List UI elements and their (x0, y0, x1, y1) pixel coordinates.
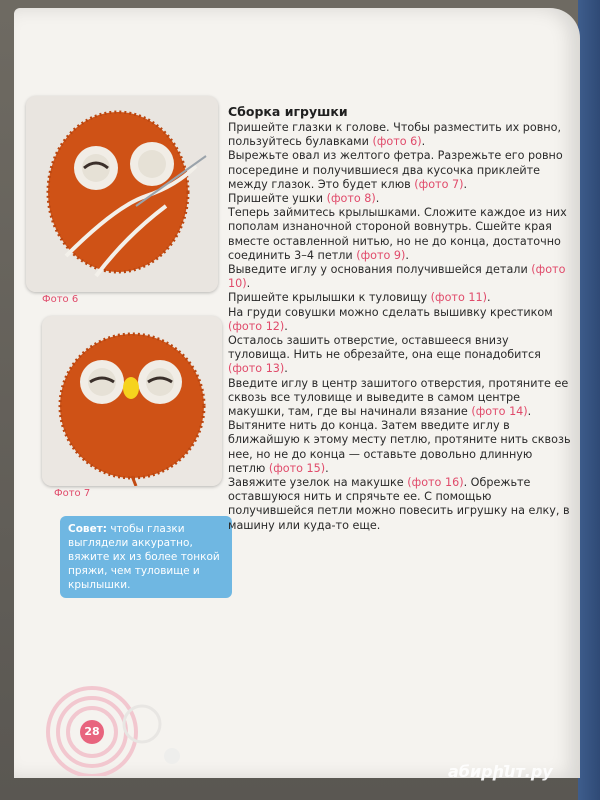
paragraph-tail: . (284, 319, 288, 333)
paragraph-text: На груди совушки можно сделать вышивку крестиком (228, 305, 553, 319)
paragraph-text: Вытяните нить до конца. Затем введите иглу в ближайшую к этому месту петлю, протяните нить сквозь нее, но не до конца — оставьте довольно длинную петлю (228, 419, 571, 475)
owl-eye-sewing-image (26, 96, 218, 292)
photo-reference: (фото 11) (430, 291, 487, 305)
tip-text: чтобы глазки выглядели аккуратно, вяжите их из более тонкой пряжи, чем туловище и крылышки. (68, 523, 220, 591)
paragraph-tail: . (527, 405, 532, 419)
instruction-paragraph (228, 377, 572, 420)
photo-reference: (фото 6) (372, 135, 422, 149)
photo-7 (42, 316, 222, 486)
instruction-paragraph (228, 121, 572, 149)
paragraph-tail: . (284, 362, 288, 376)
paragraph-list (228, 121, 572, 533)
instruction-paragraph (228, 149, 572, 192)
watermark: абирինт.ру (448, 762, 553, 781)
book-page (14, 8, 580, 778)
instruction-paragraph (228, 334, 572, 377)
owl-with-beak-image (42, 316, 222, 486)
section-heading: Сборка игрушки (228, 104, 348, 119)
photo-reference: (фото 13) (228, 362, 285, 376)
photo-reference: (фото 7) (414, 177, 464, 191)
tip-box (60, 516, 232, 598)
book-edge (578, 0, 600, 800)
paragraph-tail: . (421, 135, 426, 149)
photo-reference: (фото 16) (407, 476, 464, 490)
page-number: 28 (80, 720, 104, 744)
instruction-paragraph (228, 476, 572, 533)
paragraph-text: Вырежьте овал из желтого фетра. Разрежьте его ровно посередине и получившиеся два кусочка приклейте между глазок. Это будет клюв (228, 149, 563, 191)
instruction-paragraph (228, 419, 572, 476)
paragraph-text: Пришейте глазки к голове. Чтобы разместить их ровно, пользуйтесь булавками (228, 121, 562, 149)
photo-reference: (фото 14) (471, 405, 528, 419)
tip-label: Совет: (68, 523, 107, 535)
instruction-paragraph (228, 306, 572, 334)
paragraph-text: Введите иглу в центр зашитого отверстия, протяните ее сквозь все туловище и выведите в самом центре макушки, там, где вы начинали вязание (228, 376, 569, 419)
instruction-paragraph (228, 263, 572, 291)
paragraph-tail: . (325, 461, 329, 475)
paragraph-text: Пришейте ушки (228, 192, 327, 206)
decorative-circles (32, 676, 192, 776)
paragraph-text: Завяжите узелок на макушке (228, 476, 408, 490)
paragraph-tail: . (463, 177, 468, 191)
instruction-paragraph (228, 192, 572, 206)
paragraph-text: Осталось зашить отверстие, оставшееся внизу туловища. Нить не обрезайте, она еще понадобится (228, 334, 541, 362)
instructions-text (228, 104, 572, 533)
instruction-paragraph (228, 291, 572, 305)
photo-6 (26, 96, 218, 292)
paragraph-text: Пришейте крылышки к туловищу (228, 291, 431, 305)
photo-6-caption: Фото 6 (42, 294, 79, 305)
paragraph-tail: . (405, 248, 409, 262)
paragraph-tail: . (246, 277, 251, 291)
paragraph-text: Теперь займитесь крылышками. Сложите каждое из них пополам изнаночной стороной вовнутрь. Сшейте края вместе оставленной нитью, но не до конца, достаточно соединить 3–4 петли (228, 206, 567, 262)
photo-7-caption: Фото 7 (54, 488, 91, 499)
paragraph-tail: . (375, 192, 380, 206)
paragraph-tail: . Обрежьте оставшуюся нить и спрячьте ее. С помощью получившейся петли можно повесить игрушку на елку, в машину или куда-то еще. (228, 476, 570, 532)
photo-reference: (фото 15) (268, 461, 326, 475)
paragraph-tail: . (486, 291, 491, 305)
photo-reference: (фото 10) (228, 263, 566, 291)
photo-reference: (фото 12) (228, 319, 285, 333)
paragraph-text: Выведите иглу у основания получившейся детали (228, 263, 532, 277)
instruction-paragraph (228, 206, 572, 263)
photo-reference: (фото 9) (356, 248, 406, 262)
photo-reference: (фото 8) (326, 192, 376, 206)
